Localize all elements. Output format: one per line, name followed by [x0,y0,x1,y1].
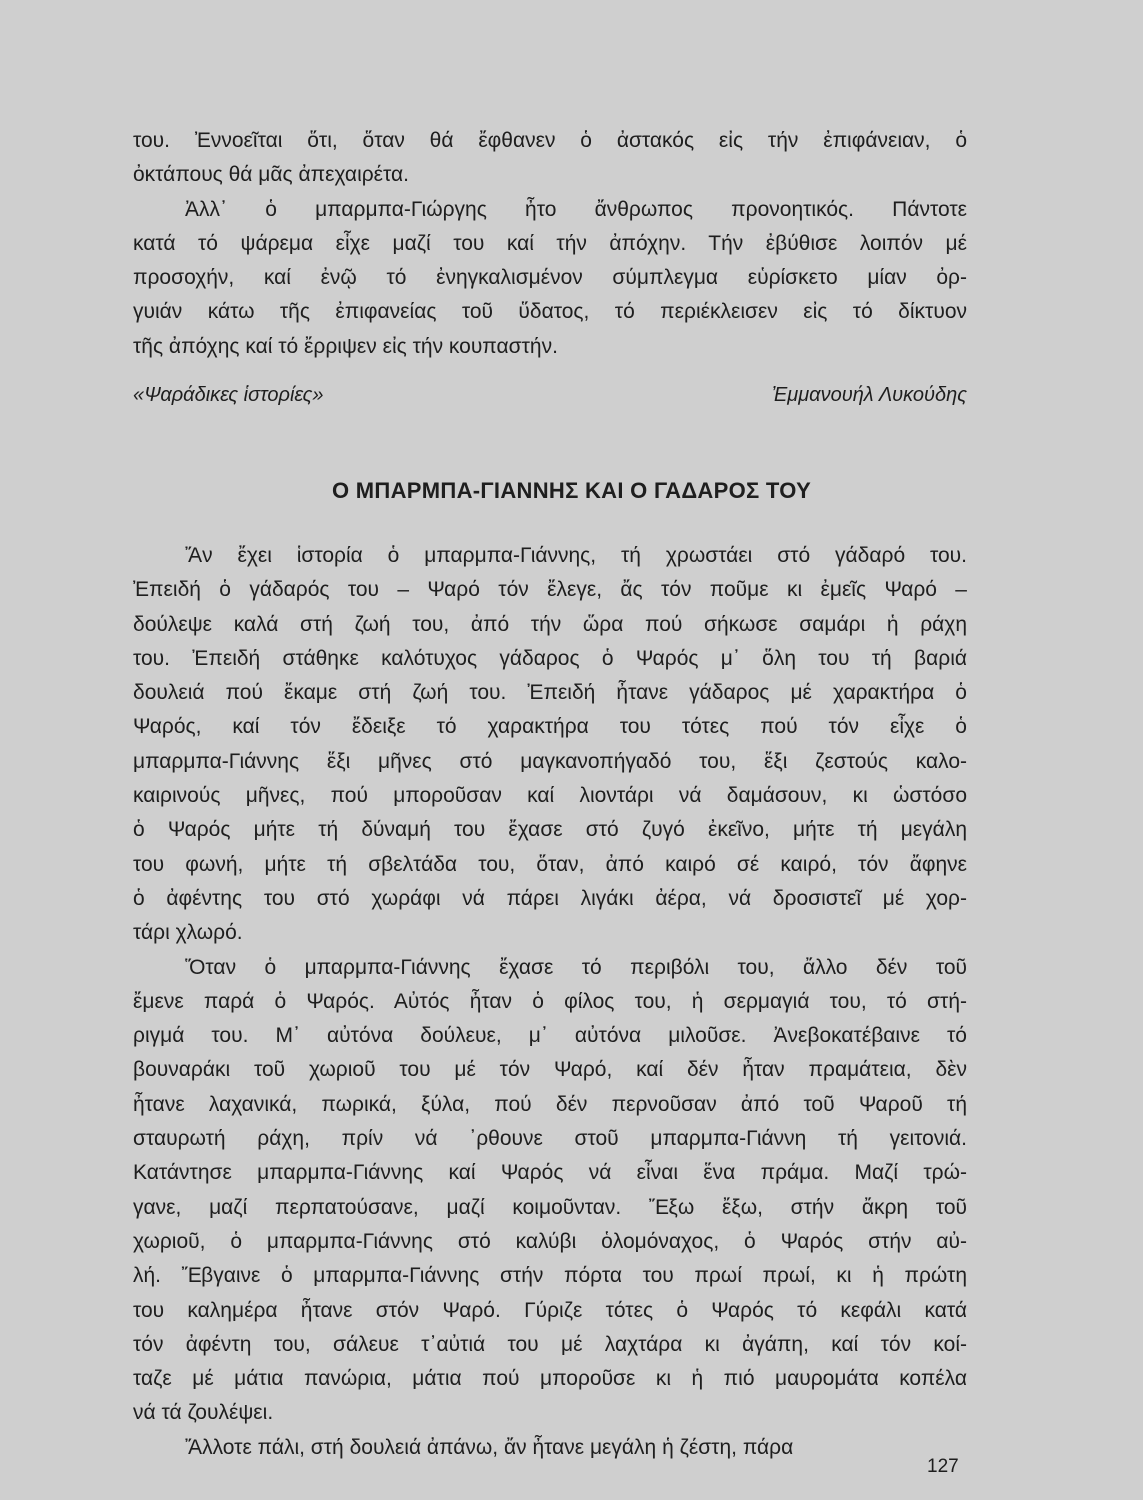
story-title: Ο ΜΠΑΡΜΠΑ-ΓΙΑΝΝΗΣ ΚΑΙ Ο ΓΑΔΑΡΟΣ ΤΟΥ [331,478,812,503]
text-line: ταζε μέ μάτια πανώρια, μάτια πού μποροῦσε κι ἡ πιό μαυρομάτα κοπέλα [133,1367,967,1391]
text-line: τόν ἀφέντη του, σάλευε τ᾽αὐτιά του μέ λαχτάρα κι ἀγάπη, καί τόν κοί- [133,1332,967,1356]
text-line: ὁ Ψαρός μήτε τή δύναμή του ἔχασε στό ζυγό ἐκεῖνο, μήτε τή μεγάλη [133,818,967,842]
author-name: Ἐμμανουήλ Λυκούδης [771,384,967,406]
text-line: λή. Ἔβγαινε ὁ μπαρμπα-Γιάννης στήν πόρτα του πρωί πρωί, κι ἡ πρώτη [133,1264,967,1288]
text-line: μπαρμπα-Γιάννης ἕξι μῆνες στό μαγκανοπήγαδό του, ἕξι ζεστούς καλο- [133,749,967,773]
text-line: ἔμενε παρά ὁ Ψαρός. Αὐτός ἦταν ὁ φίλος του, ἡ σερμαγιά του, τό στή- [133,989,967,1013]
text-line: προσοχήν, καί ἐνῷ τό ἐνηγκαλισμένον σύμπλεγμα εὑρίσκετο μίαν ὀρ- [133,266,967,290]
text-line: Ὅταν ὁ μπαρμπα-Γιάννης ἔχασε τό περιβόλι του, ἄλλο δέν τοῦ [185,955,967,979]
text-line: Ἄν ἔχει ἱστορία ὁ μπαρμπα-Γιάννης, τή χρωστάει στό γάδαρό του. [185,544,967,567]
text-line: νά τά ζουλέψει. [133,1401,274,1425]
text-line: καιρινούς μῆνες, πού μποροῦσαν καί λιοντάρι νά δαμάσουν, κι ὡστόσο [133,784,967,808]
text-line: Ἀλλ᾽ ὁ μπαρμπα-Γιώργης ἦτο ἄνθρωπος προνοητικός. Πάντοτε [185,197,967,221]
text-line: γυιάν κάτω τῆς ἐπιφανείας τοῦ ὕδατος, τό περιέκλεισεν εἰς τό δίκτυον [133,300,967,324]
text-line: δουλειά πού ἔκαμε στή ζωή του. Ἐπειδή ἦτανε γάδαρος μέ χαρακτήρα ὁ [133,681,967,705]
text-line: Ἐπειδή ὁ γάδαρός του – Ψαρό τόν ἔλεγε, ἄς τόν ποῦμε κι ἐμεῖς Ψαρό – [133,578,967,602]
text-line: ὁ ἀφέντης του στό χωράφι νά πάρει λιγάκι ἀέρα, νά δροσιστεῖ μέ χορ- [133,886,967,910]
text-line: του καλημέρα ἦτανε στόν Ψαρό. Γύριζε τότες ὁ Ψαρός τό κεφάλι κατά [133,1298,967,1322]
text-line: Κατάντησε μπαρμπα-Γιάννης καί Ψαρός νά εἶναι ἕνα πράμα. Μαζί τρώ- [133,1161,967,1185]
text-line: Ἄλλοτε πάλι, στή δουλειά ἀπάνω, ἄν ἦτανε μεγάλη ἡ ζέστη, πάρα [185,1435,794,1459]
text-line: του. Ἐπειδή στάθηκε καλότυχος γάδαρος ὁ Ψαρός μ᾽ ὅλη του τή βαριά [133,646,967,670]
text-line: βουναράκι τοῦ χωριοῦ του μέ τόν Ψαρό, καί δέν ἦταν πραμάτεια, δὲν [133,1058,967,1082]
source-title: «Ψαράδικες ἱστορίες» [133,384,324,406]
excerpt-text [133,124,967,364]
text-line: ἦτανε λαχανικά, πωρικά, ξύλα, πού δέν περνοῦσαν ἀπό τοῦ Ψαροῦ τή [133,1092,967,1116]
text-line: ὀκτάπους θά μᾶς ἀπεχαιρέτα. [133,163,410,187]
text-line: δούλεψε καλά στή ζωή του, ἀπό τήν ὥρα πού σήκωσε σαμάρι ἡ ράχη [133,612,967,636]
text-line: κατά τό ψάρεμα εἶχε μαζί του καί τήν ἀπόχην. Τήν ἐβύθισε λοιπόν μέ [133,231,967,255]
text-line: γανε, μαζί περπατούσανε, μαζί κοιμοῦνταν. Ἔξω ἔξω, στήν ἄκρη τοῦ [133,1195,967,1219]
text-line: σταυρωτή ράχη, πρίν νά ᾽ρθουνε στοῦ μπαρμπα-Γιάννη τή γειτονιά. [133,1127,967,1151]
text-line: τῆς ἀπόχης καί τό ἔρριψεν εἰς τήν κουπαστήν. [133,334,558,358]
story-text [133,539,967,1465]
text-line: ριγμά του. Μ᾽ αὐτόνα δούλευε, μ᾽ αὐτόνα μιλοῦσε. Ἀνεβοκατέβαινε τό [133,1024,967,1048]
excerpt-citation [133,384,967,407]
text-line: χωριοῦ, ὁ μπαρμπα-Γιάννης στό καλύβι ὁλομόναχος, ὁ Ψαρός στήν αὐ- [133,1229,967,1253]
text-line: του. Ἐννοεῖται ὅτι, ὅταν θά ἔφθανεν ὁ ἀστακός εἰς τήν ἐπιφάνειαν, ὁ [133,129,967,152]
text-line: του φωνή, μήτε τή σβελτάδα του, ὅταν, ἀπό καιρό σέ καιρό, τόν ἄφηνε [133,852,967,876]
page-number: 127 [927,1456,959,1477]
text-line: τάρι χλωρό. [133,921,243,945]
text-line: Ψαρός, καί τόν ἔδειξε τό χαρακτήρα του τότες πού τόν εἶχε ὁ [133,715,967,739]
